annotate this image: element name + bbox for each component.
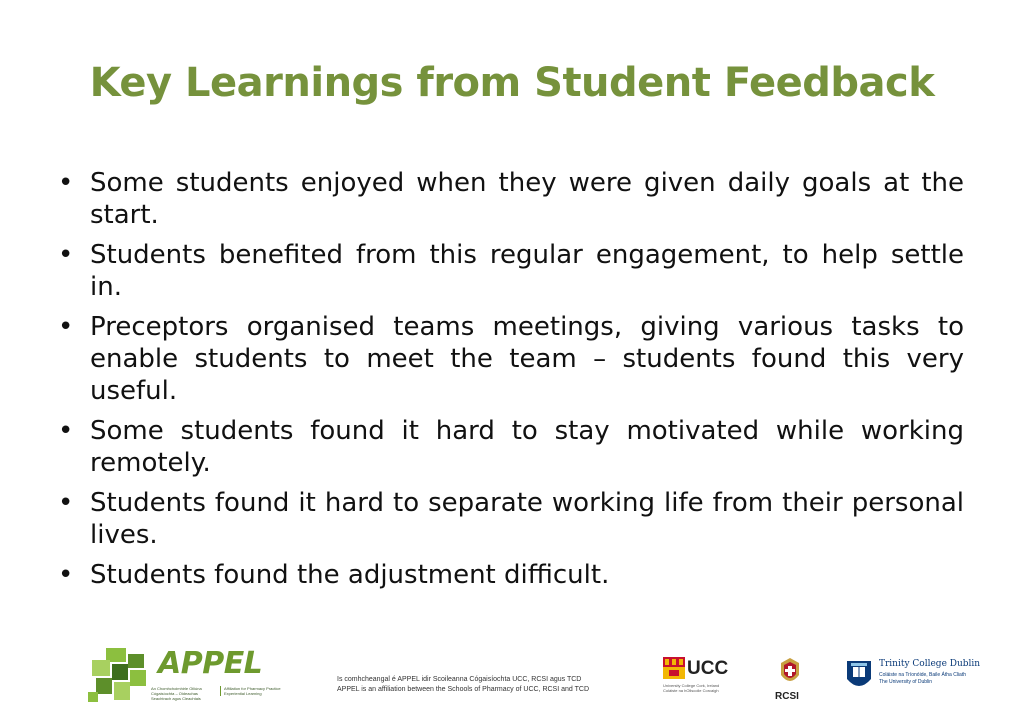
affiliation-line-irish: Is comhcheangal é APPEL idir Scoileanna Cógaisíochta UCC, RCSI agus TCD: [337, 676, 582, 683]
bullet-dot: •: [58, 240, 74, 270]
bullet-text: Students found the adjustment difficult.: [90, 560, 610, 590]
ucc-crest-icon: [663, 657, 685, 681]
appel-logo: [88, 648, 288, 704]
ucc-subtitle-irish: Coláiste na hOllscoile Corcaigh: [663, 688, 719, 693]
bullet-item: [58, 415, 964, 479]
footer-logos: [0, 640, 1024, 709]
tcd-logo: [845, 659, 980, 699]
tcd-subtitle: [879, 672, 966, 686]
slide-title: Key Learnings from Student Feedback: [89, 60, 935, 106]
bullet-item: [58, 559, 964, 591]
bullet-dot: •: [58, 416, 74, 446]
bullet-text: Students found it hard to separate working life from their personal lives.: [90, 488, 964, 550]
bullet-dot: •: [58, 168, 74, 198]
bullet-list: [58, 167, 964, 599]
bullet-text: Preceptors organised teams meetings, giving various tasks to enable students to meet the team – students found this very useful.: [90, 312, 964, 406]
bullet-text: Students benefited from this regular engagement, to help settle in.: [90, 240, 964, 302]
bullet-dot: •: [58, 312, 74, 342]
appel-cube-icon: [88, 648, 150, 706]
bullet-text: Some students found it hard to stay motivated while working remotely.: [90, 416, 964, 478]
bullet-item: [58, 311, 964, 407]
appel-name: APPEL: [158, 646, 263, 681]
ucc-subtitle: [663, 683, 735, 693]
bullet-dot: •: [58, 488, 74, 518]
affiliation-text: [337, 675, 589, 695]
appel-subtitle-irish: An Chomhchoimhirle Oiliúna Cógaisíochta – Oideachas Seachtrach agus Cleachtais: [151, 686, 202, 701]
ucc-name: UCC: [687, 658, 729, 679]
ucc-logo: [663, 657, 735, 705]
affiliation-line-english: APPEL is an affiliation between the Schools of Pharmacy of UCC, RCSI and TCD: [337, 686, 589, 693]
bullet-item: [58, 487, 964, 551]
tcd-subtitle-irish: Coláiste na Tríonóide, Baile Átha Cliath: [879, 672, 966, 678]
ucc-subtitle-english: University College Cork, Ireland: [663, 683, 720, 688]
tcd-name: Trinity College Dublin: [879, 659, 981, 669]
bullet-item: [58, 239, 964, 303]
rcsi-crest-icon: [777, 657, 803, 689]
appel-subtitle-english: Affiliation for Pharmacy Practice Experiential Learning: [220, 686, 284, 696]
bullet-item: [58, 167, 964, 231]
rcsi-logo: [775, 657, 805, 705]
bullet-text: Some students enjoyed when they were given daily goals at the start.: [90, 168, 964, 230]
bullet-dot: •: [58, 560, 74, 590]
tcd-subtitle-english: The University of Dublin: [879, 679, 933, 685]
tcd-shield-icon: [845, 659, 873, 693]
rcsi-name: RCSI: [775, 691, 799, 702]
